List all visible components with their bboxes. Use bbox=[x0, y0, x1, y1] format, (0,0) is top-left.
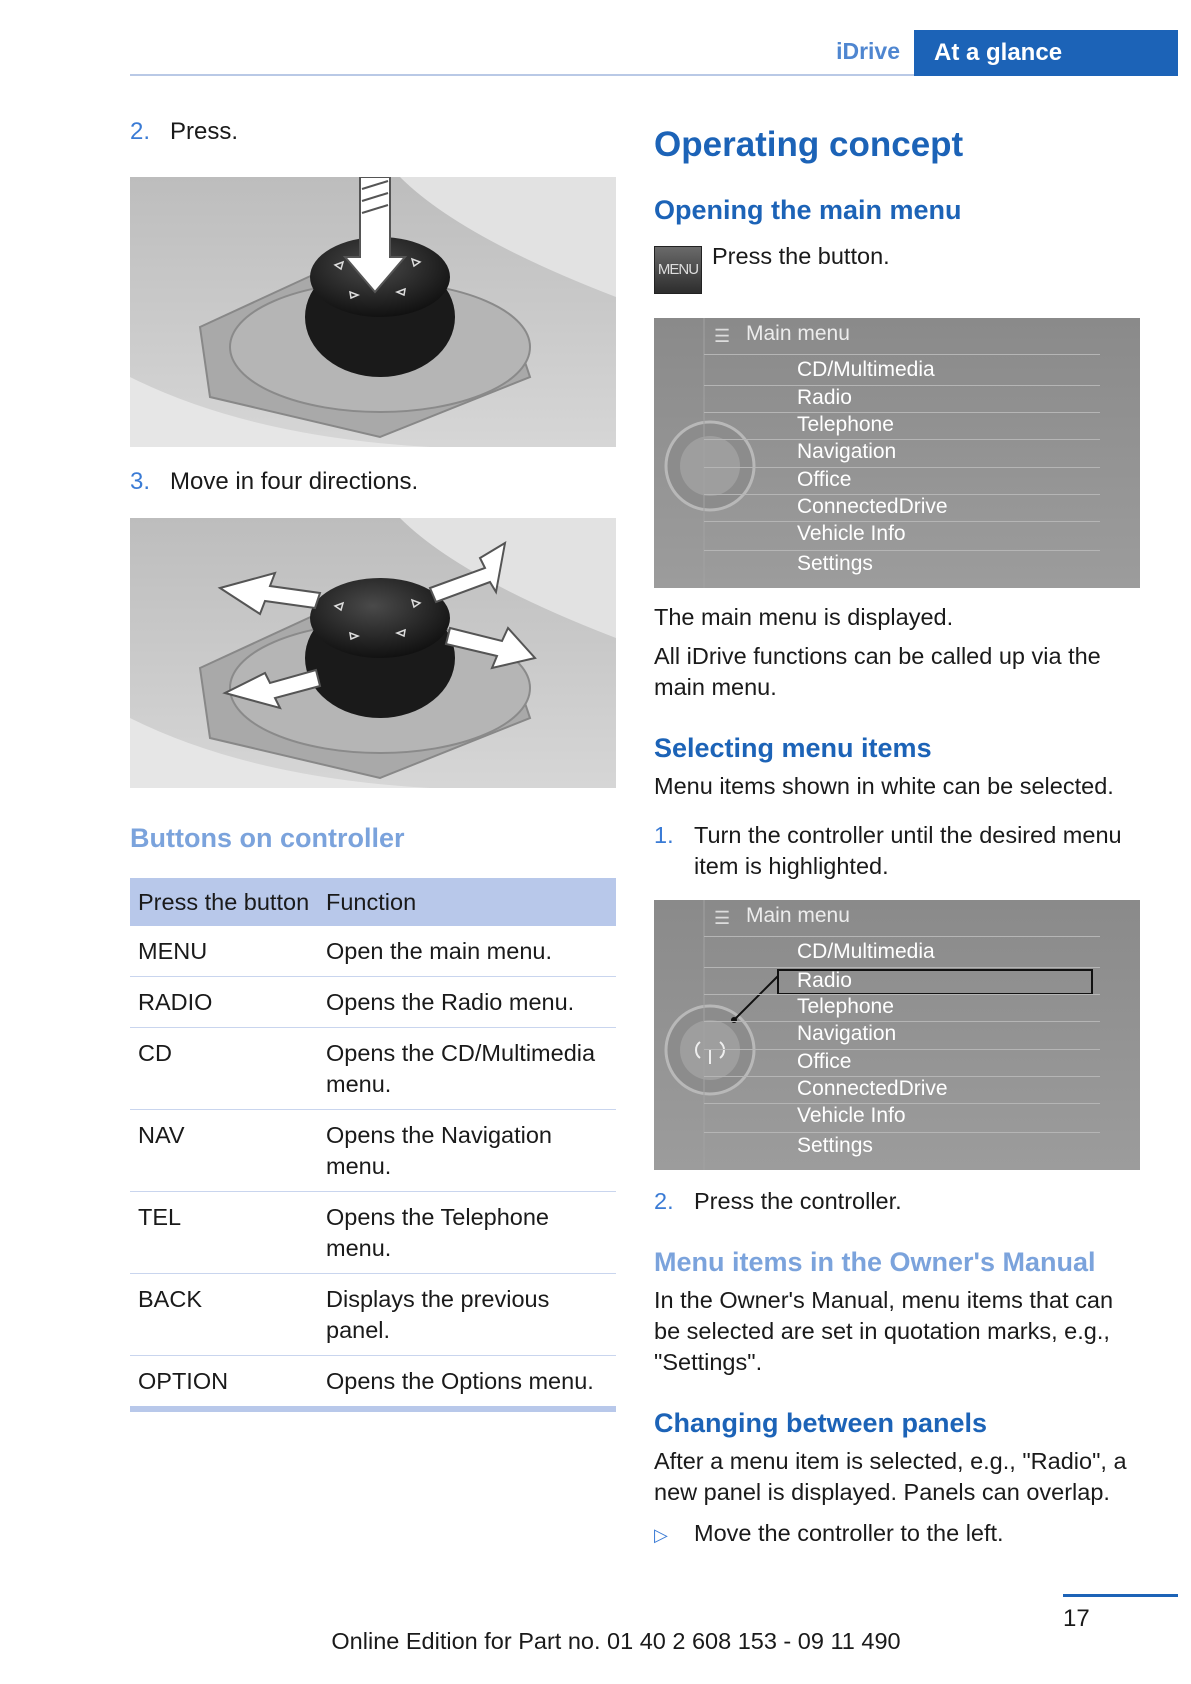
menu-item: Telephone bbox=[797, 995, 894, 1018]
page-number-rule bbox=[1063, 1594, 1178, 1597]
menu-item: Settings bbox=[797, 552, 873, 575]
selecting-step-2 bbox=[654, 1186, 902, 1217]
table-header-row bbox=[130, 878, 616, 926]
menu-item: Telephone bbox=[797, 413, 894, 436]
menu-item: CD/Multimedia bbox=[797, 358, 935, 381]
step-text: Press the controller. bbox=[694, 1188, 902, 1214]
menu-item: Office bbox=[797, 468, 852, 491]
menu-item: Navigation bbox=[797, 1022, 897, 1045]
buttons-heading: Buttons on controller bbox=[130, 823, 405, 853]
bullet-item bbox=[654, 1518, 1004, 1551]
footer-edition: Online Edition for Part no. 01 40 2 608 153 - 09 11 490 bbox=[331, 1628, 901, 1654]
selecting-text: Menu items shown in white can be selected. bbox=[654, 773, 1114, 799]
page-title: Operating concept bbox=[654, 125, 964, 164]
menu-item: ConnectedDrive bbox=[797, 1077, 948, 1100]
table-row bbox=[130, 977, 616, 1028]
header-section: iDrive bbox=[836, 38, 900, 64]
selecting-step-1 bbox=[654, 820, 1140, 882]
table-row bbox=[130, 1028, 616, 1110]
step-number: 3. bbox=[130, 468, 151, 495]
panels-heading: Changing between panels bbox=[654, 1408, 988, 1438]
column-header-function: Function bbox=[318, 878, 616, 926]
step-text: Press. bbox=[170, 118, 239, 145]
screen-title: Main menu bbox=[746, 322, 850, 345]
panels-text: After a menu item is selected, e.g., "Radio", a new panel is displayed. Panels can overlap. bbox=[654, 1448, 1127, 1505]
page-number: 17 bbox=[1063, 1605, 1090, 1632]
step-number: 2. bbox=[130, 118, 151, 145]
menu-button-icon: MENU bbox=[654, 246, 702, 294]
cell-button: CD bbox=[130, 1028, 318, 1110]
press-button-text: Press the button. bbox=[712, 243, 890, 269]
menu-list-icon: ☰ bbox=[714, 908, 731, 928]
menu-item-highlighted: Radio bbox=[797, 969, 852, 992]
table-row bbox=[130, 926, 616, 977]
displayed-text: The main menu is displayed. bbox=[654, 604, 954, 630]
controller-move-illustration bbox=[130, 518, 616, 788]
table-row bbox=[130, 1274, 616, 1356]
header-chapter: At a glance bbox=[914, 30, 1178, 76]
cell-function: Open the main menu. bbox=[318, 926, 616, 977]
menu-item: Vehicle Info bbox=[797, 1104, 906, 1127]
bullet-text: Move the controller to the left. bbox=[694, 1520, 1004, 1546]
cell-button: MENU bbox=[130, 926, 318, 977]
step-number: 2. bbox=[654, 1188, 674, 1214]
cell-button: OPTION bbox=[130, 1356, 318, 1410]
menu-item: Office bbox=[797, 1050, 852, 1073]
table-row bbox=[130, 1192, 616, 1274]
manual-text: In the Owner's Manual, menu items that can be selected are set in quotation marks, e.g., "Settings". bbox=[654, 1287, 1114, 1375]
menu-item: Radio bbox=[797, 386, 852, 409]
column-header-button: Press the button bbox=[130, 878, 318, 926]
cell-function: Displays the previous panel. bbox=[318, 1274, 616, 1356]
menu-item: Navigation bbox=[797, 440, 897, 463]
main-menu-screen-highlighted bbox=[654, 900, 1140, 1170]
menu-list-icon: ☰ bbox=[714, 326, 731, 346]
menu-item: CD/Multimedia bbox=[797, 940, 935, 963]
cell-button: BACK bbox=[130, 1274, 318, 1356]
table-row bbox=[130, 1110, 616, 1192]
main-menu-screen bbox=[654, 318, 1140, 588]
cell-function: Opens the Navigation menu. bbox=[318, 1110, 616, 1192]
screen-title: Main menu bbox=[746, 904, 850, 927]
cell-function: Opens the Telephone menu. bbox=[318, 1192, 616, 1274]
cell-function: Opens the Radio menu. bbox=[318, 977, 616, 1028]
cell-button: NAV bbox=[130, 1110, 318, 1192]
selecting-heading: Selecting menu items bbox=[654, 733, 932, 763]
controller-press-illustration bbox=[130, 177, 616, 447]
triangle-bullet-icon: ▷ bbox=[654, 1525, 668, 1545]
step-text: Turn the controller until the desired menu item is highlighted. bbox=[694, 822, 1122, 879]
all-functions-text: All iDrive functions can be called up via the main menu. bbox=[654, 643, 1101, 700]
menu-item: Settings bbox=[797, 1134, 873, 1157]
manual-heading: Menu items in the Owner's Manual bbox=[654, 1247, 1096, 1277]
controller-buttons-table bbox=[130, 878, 616, 1412]
menu-item: ConnectedDrive bbox=[797, 495, 948, 518]
opening-heading: Opening the main menu bbox=[654, 195, 962, 225]
table-row bbox=[130, 1356, 616, 1410]
cell-function: Opens the Options menu. bbox=[318, 1356, 616, 1410]
step-3 bbox=[130, 468, 418, 496]
cell-button: TEL bbox=[130, 1192, 318, 1274]
cell-button: RADIO bbox=[130, 977, 318, 1028]
menu-item: Vehicle Info bbox=[797, 522, 906, 545]
step-2 bbox=[130, 118, 238, 146]
cell-function: Opens the CD/Multimedia menu. bbox=[318, 1028, 616, 1110]
step-number: 1. bbox=[654, 822, 674, 848]
step-text: Move in four directions. bbox=[170, 468, 419, 495]
header-rule bbox=[130, 74, 917, 76]
